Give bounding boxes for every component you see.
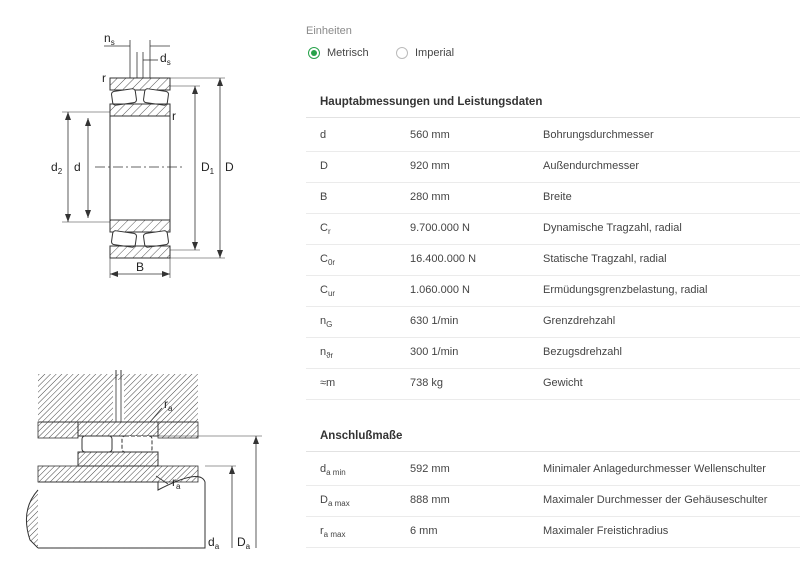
label-ra-top: $r_a$: [164, 397, 173, 413]
row-description: Statische Tragzahl, radial: [543, 253, 667, 265]
row-symbol: [320, 129, 326, 141]
row-symbol-sub: 0r: [327, 258, 336, 268]
row-description: Bezugsdrehzahl: [543, 346, 622, 358]
table-row: [306, 337, 800, 368]
row-symbol-base: n: [320, 315, 327, 327]
row-symbol-base: D: [320, 494, 328, 506]
label-d: d: [74, 160, 81, 174]
section-title-main: Hauptabmessungen und Leistungsdaten: [320, 96, 543, 108]
radio-imperial-circle: [396, 47, 408, 59]
table-row: [306, 151, 800, 182]
table-row: [306, 213, 800, 244]
row-value: 1.060.000 N: [410, 284, 470, 296]
data-panel: [306, 0, 800, 562]
row-description: Bohrungsdurchmesser: [543, 129, 654, 141]
section-divider-abutment: [306, 451, 800, 452]
row-description: Gewicht: [543, 377, 583, 389]
row-description: Minimaler Anlagedurchmesser Wellenschulter: [543, 463, 766, 475]
section-title-abutment: Anschlußmaße: [320, 430, 403, 442]
row-value: 920 mm: [410, 160, 450, 172]
row-symbol: [320, 253, 335, 267]
row-value: 592 mm: [410, 463, 450, 475]
row-description: Breite: [543, 191, 572, 203]
row-symbol-base: D: [320, 160, 328, 172]
row-description: Ermüdungsgrenzbelastung, radial: [543, 284, 708, 296]
row-symbol-sub: a max: [323, 530, 346, 540]
row-value: 9.700.000 N: [410, 222, 470, 234]
row-value: 300 1/min: [410, 346, 459, 358]
row-symbol-base: ≈m: [320, 377, 336, 389]
row-description: Grenzdrehzahl: [543, 315, 616, 327]
row-value: 738 kg: [410, 377, 444, 389]
table-row: [306, 182, 800, 213]
label-d2: $d_2$: [51, 160, 63, 176]
row-symbol-sub: a max: [327, 499, 350, 509]
table-row: [306, 454, 800, 485]
row-value: 6 mm: [410, 525, 438, 537]
table-row: [306, 306, 800, 337]
label-D: D: [225, 160, 234, 174]
label-ra-bottom: $r_a$: [172, 475, 181, 491]
row-symbol-base: d: [320, 129, 327, 141]
row-symbol: [320, 191, 327, 203]
row-value: 16.400.000 N: [410, 253, 477, 265]
row-value: 560 mm: [410, 129, 450, 141]
mounting-drawing: [26, 370, 262, 551]
row-symbol-base: C: [320, 284, 328, 296]
row-symbol: [320, 525, 345, 539]
row-value: 630 1/min: [410, 315, 459, 327]
radio-imperial[interactable]: [396, 47, 454, 59]
label-D1: $D_1$: [201, 160, 215, 176]
section-divider-main: [306, 117, 800, 118]
row-symbol-sub: ur: [327, 289, 336, 299]
radio-metric-label: Metrisch: [327, 47, 369, 59]
row-symbol-base: B: [320, 191, 328, 203]
table-row: [306, 485, 800, 516]
row-symbol-base: r: [320, 525, 324, 537]
bearing-drawings: [0, 0, 300, 562]
table-row: [306, 516, 800, 547]
radio-metric-circle: [308, 47, 320, 59]
row-symbol: [320, 315, 332, 329]
row-symbol: [320, 463, 346, 477]
row-symbol-sub: G: [326, 320, 333, 330]
label-da: $d_a$: [208, 535, 220, 551]
row-symbol-base: C: [320, 253, 328, 265]
radio-metric-dot: [311, 50, 317, 56]
bearing-section-drawing: [51, 31, 234, 278]
radio-imperial-label: Imperial: [415, 47, 455, 59]
table-row: [306, 368, 800, 399]
table-row: [306, 120, 800, 151]
row-symbol: [320, 494, 350, 508]
table-row: [306, 275, 800, 306]
row-symbol: [320, 284, 335, 298]
row-symbol-base: d: [320, 463, 327, 475]
drawings-area: [0, 0, 300, 562]
row-symbol-sub: a min: [326, 468, 346, 478]
label-ds: $d_s$: [160, 51, 171, 67]
row-value: 888 mm: [410, 494, 450, 506]
row-symbol: [320, 160, 328, 172]
row-description: Maximaler Freistichradius: [543, 525, 669, 537]
label-B: B: [136, 260, 145, 274]
row-value: 280 mm: [410, 191, 450, 203]
label-r-top: r: [102, 71, 106, 85]
units-label: Einheiten: [306, 25, 352, 37]
row-symbol-sub: ϑr: [326, 351, 334, 361]
row-symbol-sub: r: [327, 227, 331, 237]
label-r-right: r: [172, 109, 176, 123]
row-symbol-base: C: [320, 222, 328, 234]
label-ns: $n_s$: [104, 31, 115, 47]
row-description: Maximaler Durchmesser der Gehäuseschulter: [543, 494, 768, 506]
row-divider: [306, 399, 800, 400]
row-symbol: [320, 377, 335, 389]
row-divider: [306, 547, 800, 548]
radio-metric[interactable]: [308, 47, 369, 59]
row-description: Dynamische Tragzahl, radial: [543, 222, 682, 234]
row-description: Außendurchmesser: [543, 160, 639, 172]
label-Da: $D_a$: [237, 535, 251, 551]
row-symbol: [320, 222, 331, 236]
row-symbol: [320, 346, 333, 360]
table-row: [306, 244, 800, 275]
row-symbol-base: n: [320, 346, 327, 358]
